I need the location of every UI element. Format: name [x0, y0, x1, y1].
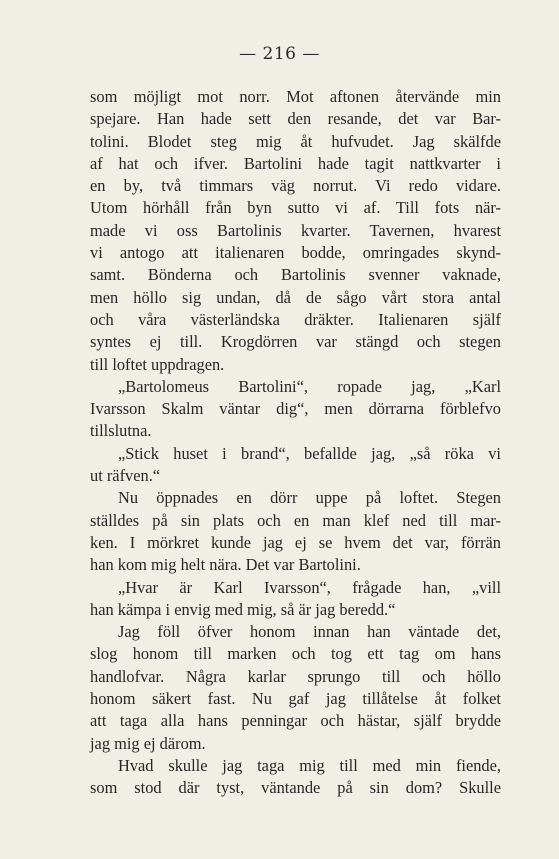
- text-line: han kämpa i envig med mig, så är jag beredd.“: [90, 599, 396, 619]
- text-line: ställdes på sin plats och en man klef ned till mar-: [90, 510, 501, 530]
- text-line: en by, två timmars väg norrut. Vi redo vidare.: [90, 176, 501, 196]
- text-line: slog honom till marken och tog ett tag om hans: [90, 644, 501, 664]
- text-line: han kom mig helt nära. Det var Bartolini.: [90, 555, 361, 575]
- text-line: made vi oss Bartolinis kvarter. Tavernen, hvarest: [90, 220, 501, 240]
- text-line: spejare. Han hade sett den resande, det var Bar-: [90, 109, 501, 129]
- text-line: „Hvar är Karl Ivarsson“, frågade han, „vill: [118, 577, 501, 597]
- text-line: Utom hörhåll från byn sutto vi af. Till fots när-: [90, 198, 501, 218]
- text-line: och våra västerländska dräkter. Italienaren själf: [90, 309, 501, 329]
- text-line: honom säkert fast. Nu gaf jag tillåtelse åt folket: [90, 689, 501, 709]
- text-line: Nu öppnades en dörr uppe på loftet. Stegen: [118, 488, 501, 508]
- text-line: syntes ej till. Krogdörren var stängd och stegen: [90, 332, 501, 352]
- text-line: „Stick huset i brand“, befallde jag, „så röka vi: [118, 443, 501, 463]
- text-line: att taga alla hans penningar och hästar, själf brydde: [90, 711, 501, 731]
- text-line: ut räfven.“: [90, 466, 161, 486]
- text-line: Ivarsson Skalm väntar dig“, men dörrarna förblefvo: [90, 399, 501, 419]
- text-line: men höllo sig undan, då de sågo vårt stora antal: [90, 287, 501, 307]
- text-line: ken. I mörkret kunde jag ej se hvem det var, förrän: [90, 532, 501, 552]
- text-line: af hat och ifver. Bartolini hade tagit nattkvarter i: [90, 153, 501, 173]
- text-line: till loftet uppdragen.: [90, 354, 225, 374]
- text-line: samt. Bönderna och Bartolinis svenner vaknade,: [90, 265, 501, 285]
- text-line: tillslutna.: [90, 421, 152, 441]
- text-line: som möjligt mot norr. Mot aftonen återvände min: [90, 87, 501, 106]
- text-line: vi antogo att italienaren bodde, omringades skynd-: [90, 243, 501, 263]
- body-text: [90, 86, 501, 800]
- text-line: Jag föll öfver honom innan han väntade det,: [118, 622, 501, 642]
- text-line: Hvad skulle jag taga mig till med min fiende,: [118, 755, 501, 775]
- text-line: „Bartolomeus Bartolini“, ropade jag, „Karl: [118, 376, 501, 396]
- text-line: jag mig ej därom.: [90, 733, 206, 753]
- text-line: som stod där tyst, väntande på sin dom? Skulle: [90, 778, 501, 798]
- page-number: — 216 —: [239, 44, 320, 64]
- text-line: tolini. Blodet steg mig åt hufvudet. Jag skälfde: [90, 131, 501, 151]
- text-line: handlofvar. Några karlar sprungo till och höllo: [90, 666, 501, 686]
